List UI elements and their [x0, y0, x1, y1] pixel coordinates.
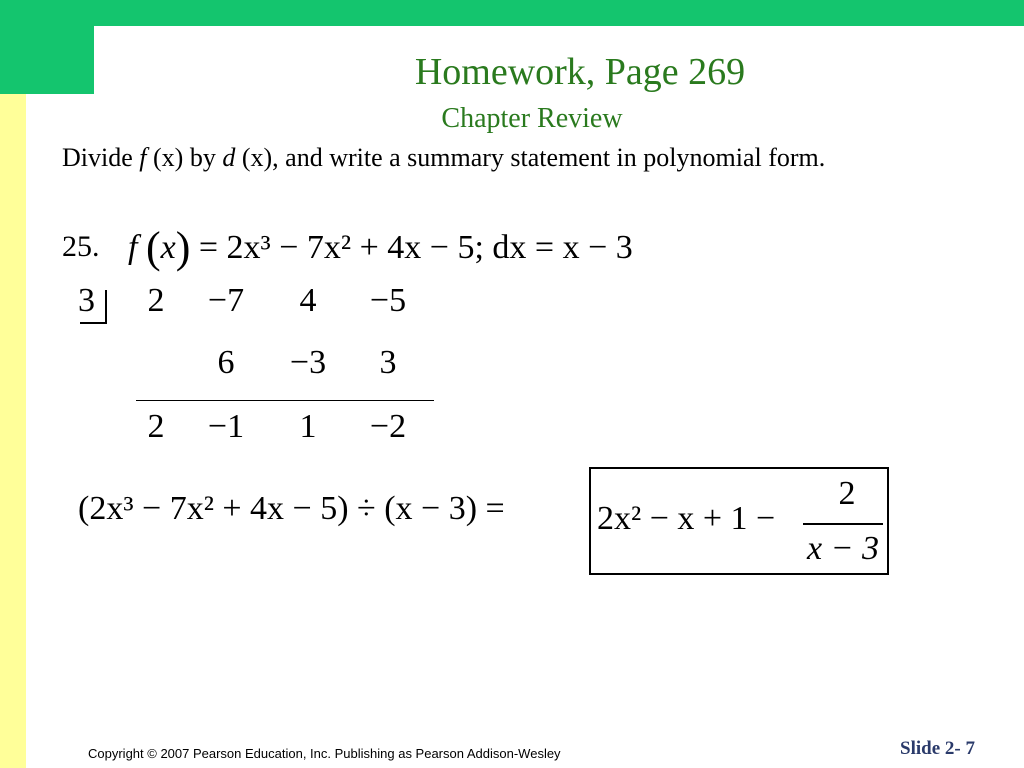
- slide-subtitle: Chapter Review: [441, 103, 623, 134]
- divisor-bracket: [80, 290, 107, 324]
- sd-row2-cell: −3: [289, 344, 327, 381]
- problem-number: 25.: [62, 230, 100, 263]
- sd-row3-cell: −2: [369, 408, 407, 445]
- synthetic-division-line: [136, 400, 434, 401]
- sd-row1-cell: −7: [207, 282, 245, 319]
- sd-row1-cell: 4: [299, 282, 317, 319]
- sd-row1-cell: −5: [369, 282, 407, 319]
- fraction-numerator: 2: [838, 475, 856, 512]
- synthetic-divisor: 3: [78, 282, 95, 319]
- copyright-footer: Copyright © 2007 Pearson Education, Inc. Publishing as Pearson Addison-Wesley: [88, 746, 561, 761]
- problem-equation: f (x) = 2x³ − 7x² + 4x − 5; dx = x − 3: [128, 223, 633, 272]
- left-accent-bar: [0, 94, 26, 768]
- sd-row3-cell: −1: [207, 408, 245, 445]
- corner-accent-box: [0, 0, 94, 94]
- sd-row3-cell: 2: [147, 408, 165, 445]
- fraction-denominator: x − 3: [806, 530, 880, 567]
- sd-row3-cell: 1: [299, 408, 317, 445]
- top-accent-bar: [94, 0, 1024, 26]
- slide-title: Homework, Page 269: [414, 51, 746, 93]
- sd-row2-cell: 6: [217, 344, 235, 381]
- sd-row2-cell: 3: [379, 344, 397, 381]
- summary-lhs: (2x³ − 7x² + 4x − 5) ÷ (x − 3) =: [78, 490, 505, 527]
- slide-number: Slide 2- 7: [900, 738, 975, 759]
- instruction-text: Divide f (x) by d (x), and write a summary statement in polynomial form.: [62, 143, 826, 172]
- answer-polynomial: 2x² − x + 1 −: [597, 500, 776, 537]
- fraction-bar: [803, 523, 883, 525]
- sd-row1-cell: 2: [147, 282, 165, 319]
